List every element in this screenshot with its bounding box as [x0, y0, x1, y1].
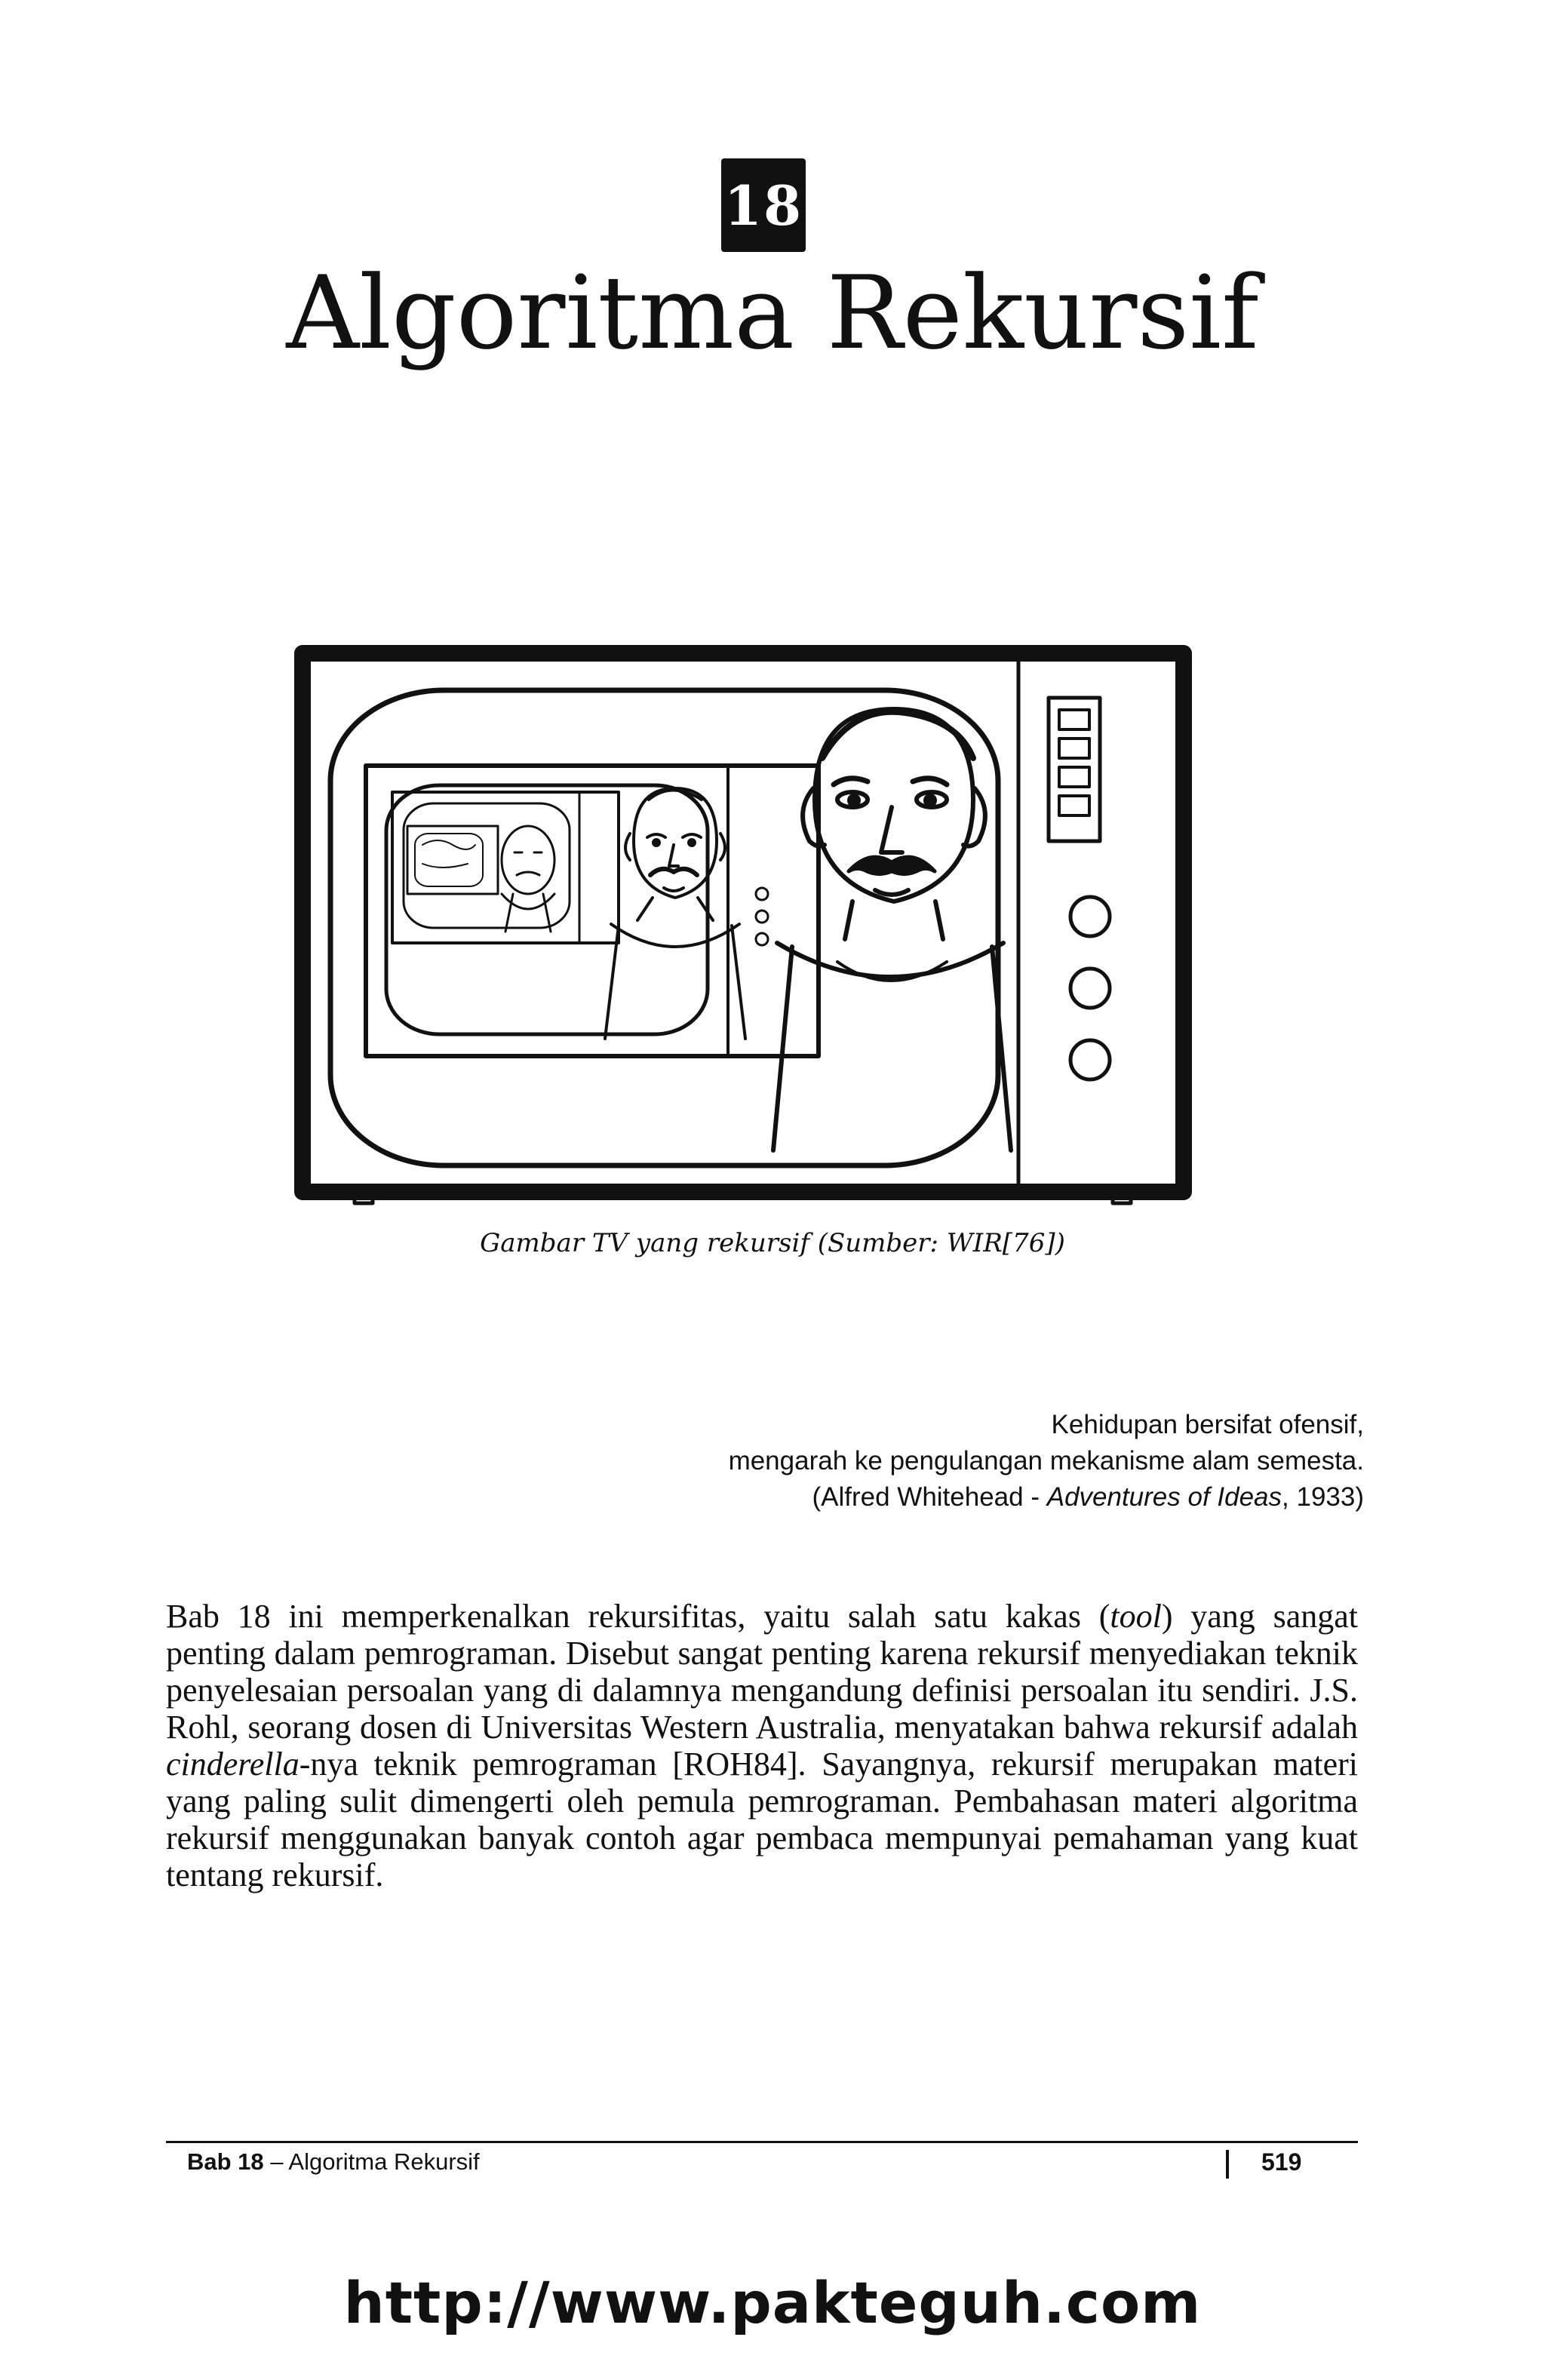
intro-paragraph [166, 1598, 1358, 1893]
body-term-tool: tool [1110, 1598, 1162, 1635]
footer-chapter-label: Bab 18 [187, 2148, 264, 2175]
body-segment-2: ) yang sangat penting dalam pemrograman. Disebut sangat penting karena rekursif menyediakan teknik penyelesaian persoalan yang di dalamnya mengandung definisi persoalan itu sendiri. J.S. Rohl, seorang dosen di Universitas Western Australia, menyatakan bahwa rekursif adalah [166, 1598, 1358, 1746]
body-segment-1: Bab 18 ini memperkenalkan rekursifitas, yaitu salah satu kakas ( [166, 1598, 1110, 1635]
attribution-work: Adventures of Ideas [1046, 1482, 1282, 1512]
recursive-tv-illustration [294, 645, 1199, 1222]
footer-rule [166, 2141, 1358, 2143]
body-term-cinderella: cinderella [166, 1746, 299, 1783]
footer-chapter [187, 2148, 480, 2176]
figure-caption: Gambar TV yang rekursif (Sumber: WIR[76]) [480, 1228, 1065, 1258]
footer-chapter-title: – Algoritma Rekursif [263, 2148, 480, 2175]
website-link[interactable]: http://www.pakteguh.com [343, 2269, 1202, 2336]
epigraph [729, 1407, 1364, 1516]
attribution-suffix: , 1933) [1282, 1482, 1364, 1512]
attribution-prefix: (Alfred Whitehead - [812, 1482, 1047, 1512]
epigraph-line-2: mengarah ke pengulangan mekanisme alam semesta. [728, 1446, 1364, 1476]
page-number: 519 [1261, 2148, 1302, 2176]
epigraph-attribution [729, 1479, 1364, 1516]
epigraph-line-1: Kehidupan bersifat ofensif, [1051, 1410, 1364, 1439]
chapter-number-badge: 18 [721, 158, 806, 252]
body-segment-3: -nya teknik pemrograman [ROH84]. Sayangnya, rekursif merupakan materi yang paling sulit dimengerti oleh pemula pemrograman. Pembahasan materi algoritma rekursif menggunakan banyak contoh agar pembaca mempunyai pemahaman yang kuat tentang rekursif. [166, 1746, 1358, 1893]
chapter-title: Algoritma Rekursif [286, 254, 1259, 372]
footer-divider [1226, 2150, 1229, 2179]
